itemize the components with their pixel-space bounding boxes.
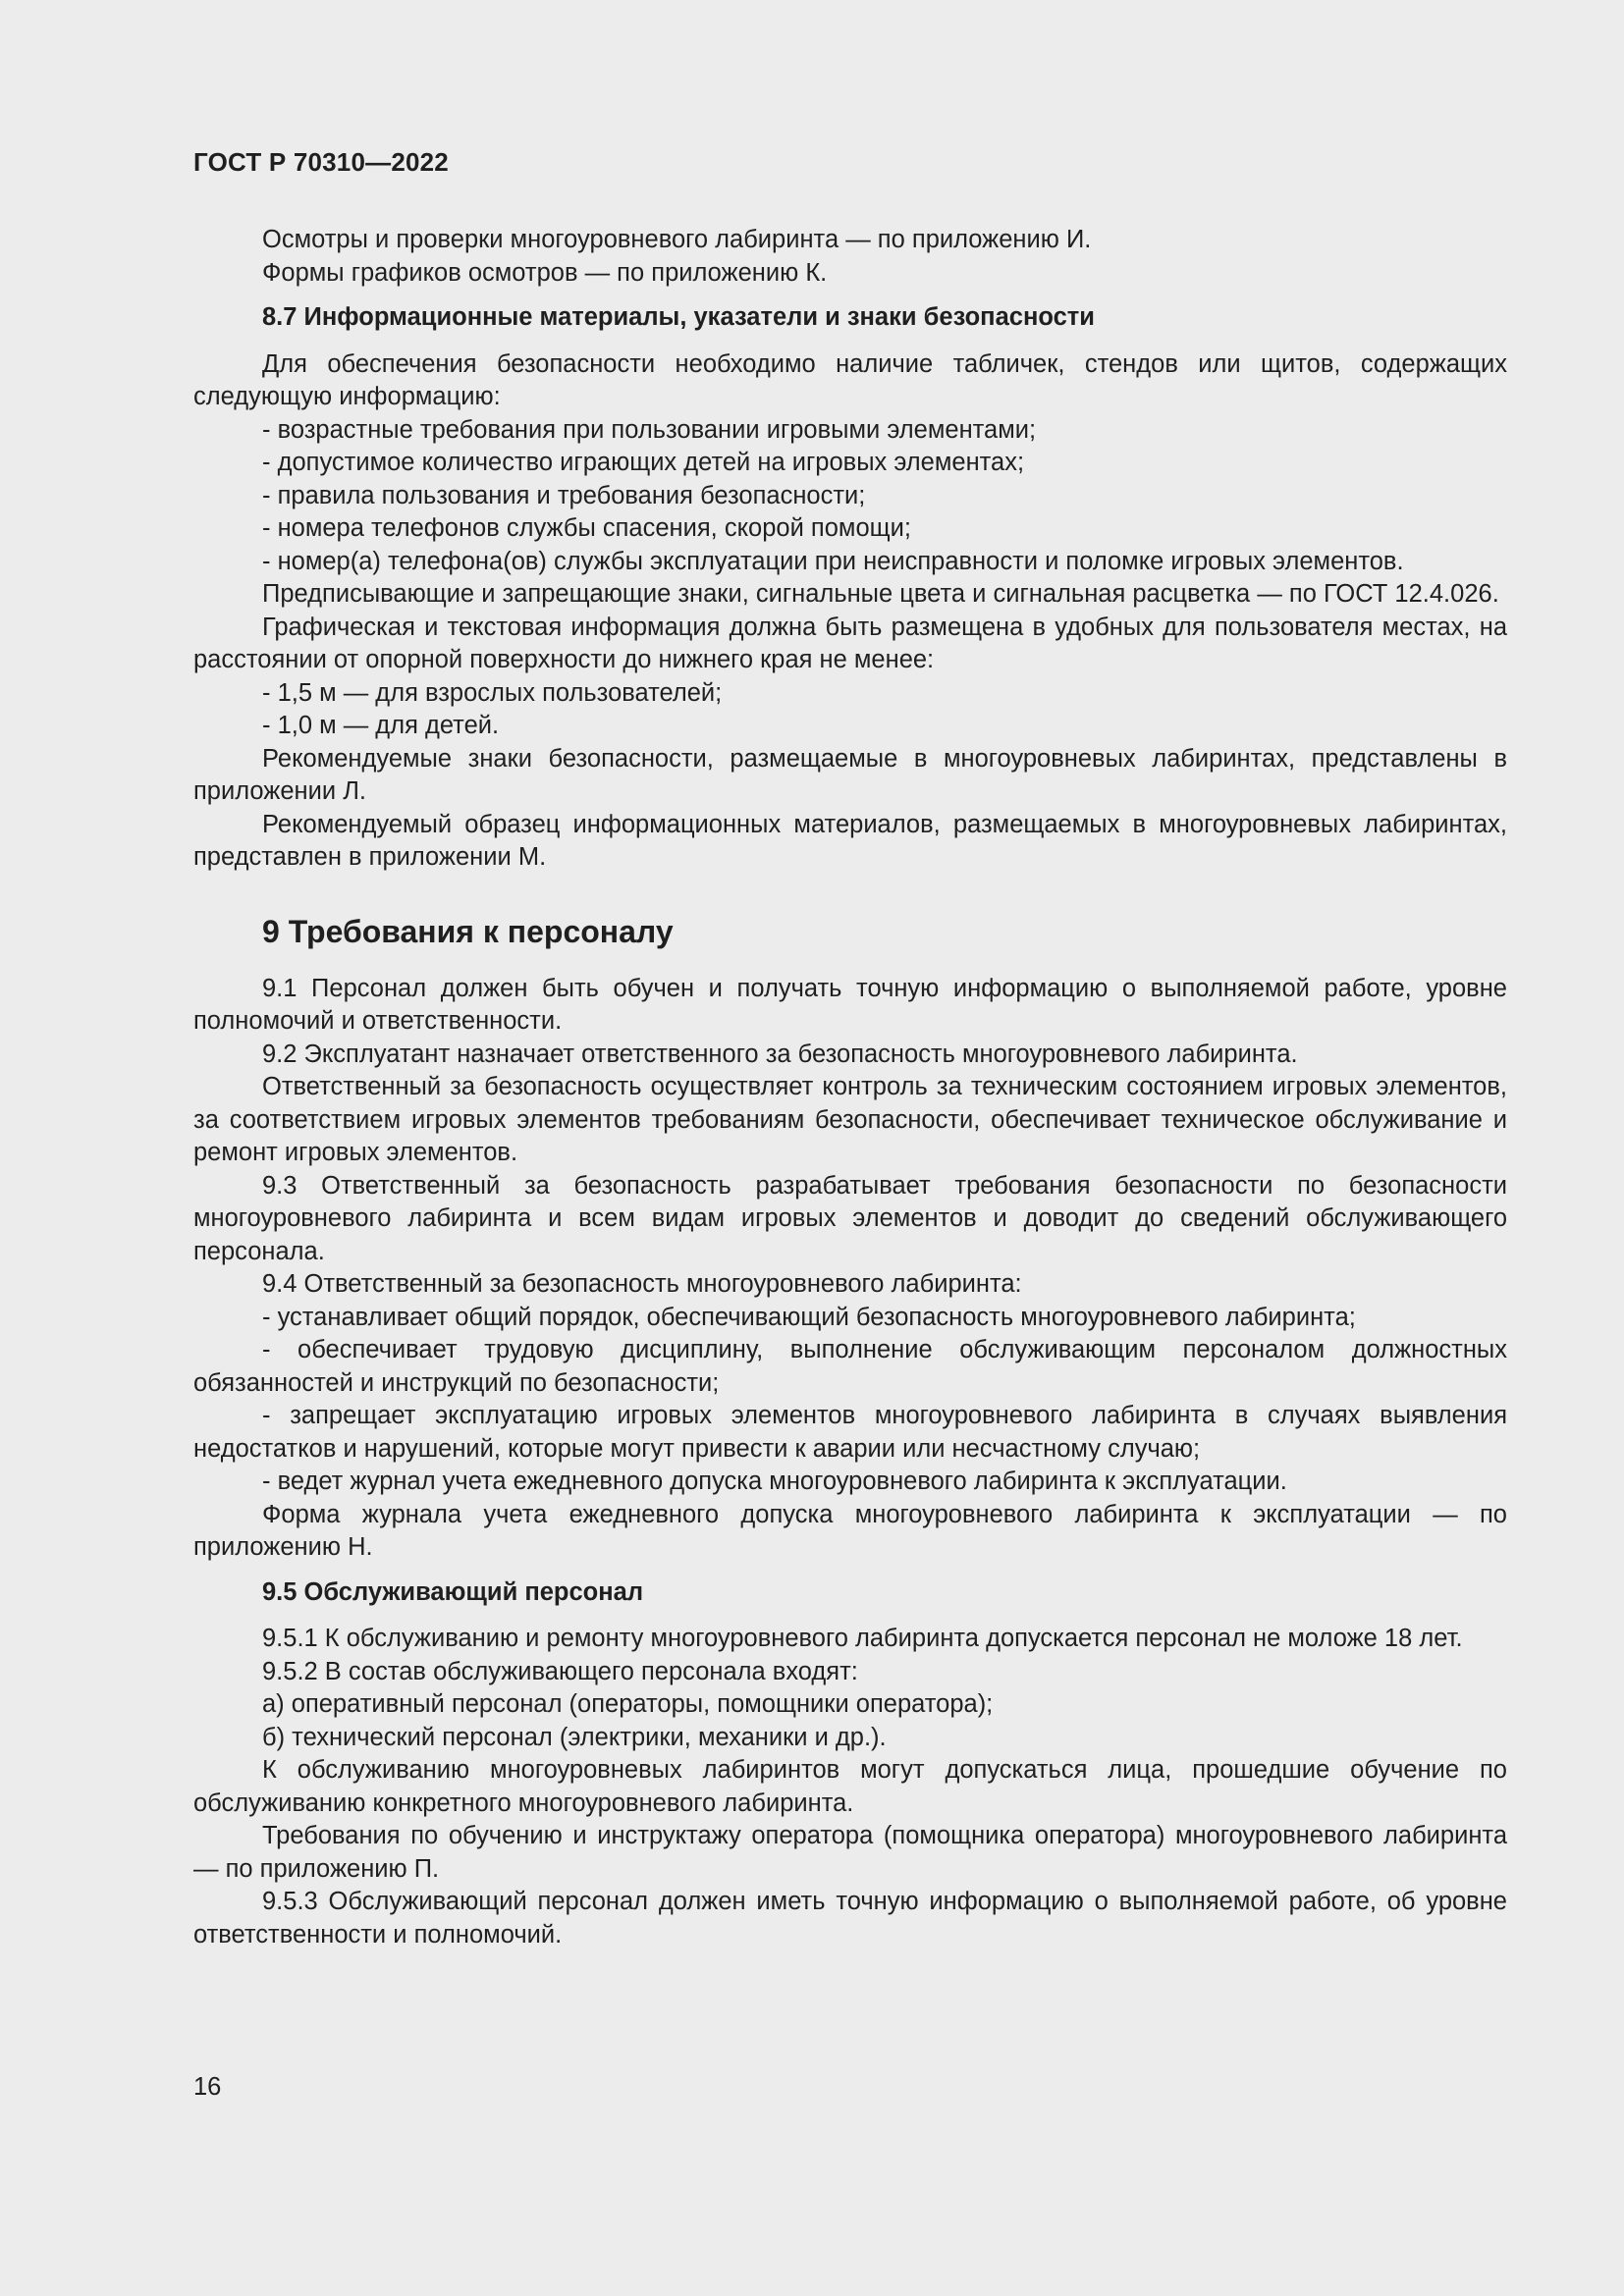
document-header: ГОСТ Р 70310—2022: [193, 147, 449, 177]
paragraph: 9.5.1 К обслуживанию и ремонту многоуровневого лабиринта допускается персонал не моложе 18 лет.: [262, 1625, 1463, 1652]
paragraph: Предписывающие и запрещающие знаки, сигнальные цвета и сигнальная расцветка — по ГОСТ 12.4.026.: [262, 580, 1499, 608]
paragraph: Рекомендуемый образец информационных материалов, размещаемых в многоуровневых лабиринтах, представлен в приложении М.: [193, 810, 1507, 871]
list-item: - обеспечивает трудовую дисциплину, выполнение обслуживающим персоналом должностных обязанностей и инструкций по безопасности;: [193, 1336, 1507, 1397]
paragraph: Графическая и текстовая информация должна быть размещена в удобных для пользователя местах, на расстоянии от опорной поверхности до нижнего края не менее:: [193, 613, 1507, 673]
paragraph: Рекомендуемые знаки безопасности, размещаемые в многоуровневых лабиринтах, представлены в приложении Л.: [193, 744, 1507, 805]
list-item: - возрастные требования при пользовании игровыми элементами;: [262, 415, 1037, 444]
list-item: - допустимое количество играющих детей на игровых элементах;: [262, 449, 1025, 476]
list-item: - 1,0 м — для детей.: [262, 712, 500, 739]
paragraph: Осмотры и проверки многоуровневого лабиринта — по приложению И.: [262, 226, 1092, 253]
list-item: - устанавливает общий порядок, обеспечивающий безопасность многоуровневого лабиринта;: [262, 1303, 1356, 1331]
paragraph: 9.4 Ответственный за безопасность многоуровневого лабиринта:: [262, 1270, 1022, 1298]
paragraph: 9.1 Персонал должен быть обучен и получать точную информацию о выполняемой работе, уровне полномочий и ответственности.: [193, 974, 1507, 1035]
paragraph: Требования по обучению и инструктажу оператора (помощника оператора) многоуровневого лабиринта — по приложению П.: [193, 1822, 1507, 1883]
list-item: - 1,5 м — для взрослых пользователей;: [262, 678, 723, 707]
paragraph: 9.2 Эксплуатант назначает ответственного за безопасность многоуровневого лабиринта.: [262, 1040, 1298, 1068]
list-item: б) технический персонал (электрики, механики и др.).: [262, 1723, 887, 1751]
subsection-title-9-5: 9.5 Обслуживающий персонал: [262, 1577, 644, 1606]
list-item: - запрещает эксплуатацию игровых элементов многоуровневого лабиринта в случаях выявления недостатков и нарушений, которые могут привести к аварии или несчастному случаю;: [193, 1402, 1507, 1463]
paragraph: 9.5.3 Обслуживающий персонал должен иметь точную информацию о выполняемой работе, об уровне ответственности и полномочий.: [193, 1888, 1507, 1949]
paragraph: Для обеспечения безопасности необходимо наличие табличек, стендов или щитов, содержащих следующую информацию:: [193, 349, 1507, 410]
section-title-9: 9 Требования к персоналу: [262, 913, 674, 949]
list-item: а) оперативный персонал (операторы, помощники оператора);: [262, 1690, 994, 1718]
paragraph: 9.5.2 В состав обслуживающего персонала входят:: [262, 1657, 858, 1685]
subsection-title-8-7: 8.7 Информационные материалы, указатели и знаки безопасности: [262, 303, 1095, 331]
paragraph: Форма журнала учета ежедневного допуска многоуровневого лабиринта к эксплуатации — по приложению Н.: [193, 1500, 1507, 1561]
page-number: 16: [193, 2073, 222, 2101]
paragraph: Формы графиков осмотров — по приложению К.: [262, 258, 828, 287]
list-item: - ведет журнал учета ежедневного допуска многоуровневого лабиринта к эксплуатации.: [262, 1468, 1287, 1495]
list-item: - номер(а) телефона(ов) службы эксплуатации при неисправности и поломке игровых элементов.: [262, 547, 1404, 575]
list-item: - правила пользования и требования безопасности;: [262, 481, 866, 509]
paragraph: К обслуживанию многоуровневых лабиринтов могут допускаться лица, прошедшие обучение по обслуживанию конкретного многоуровневого лабиринта.: [193, 1756, 1507, 1817]
page-content: [193, 224, 1507, 1951]
list-item: - номера телефонов службы спасения, скорой помощи;: [262, 514, 911, 542]
paragraph: Ответственный за безопасность осуществляет контроль за техническим состоянием игровых элементов, за соответствием игровых элементов требованиям безопасности, обеспечивает техническое обслуживание и ремонт игровых элементов.: [193, 1073, 1507, 1166]
paragraph: 9.3 Ответственный за безопасность разрабатывает требования безопасности по безопасности многоуровневого лабиринта и всем видам игровых элементов и доводит до сведений обслуживающего персонала.: [193, 1171, 1507, 1265]
